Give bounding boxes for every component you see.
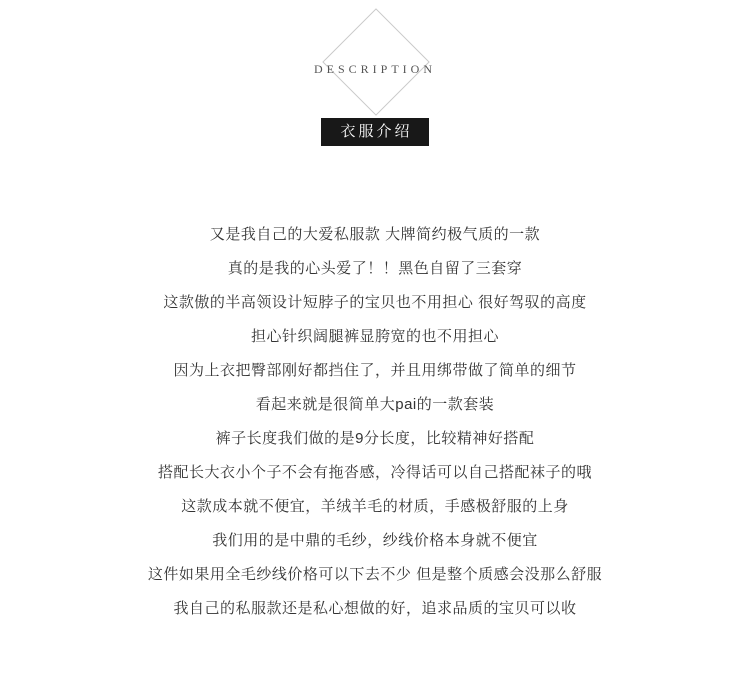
description-line: 这款成本就不便宜，羊绒羊毛的材质，手感极舒服的上身 [181,498,569,515]
description-line: 我们用的是中鼎的毛纱，纱线价格本身就不便宜 [212,532,538,549]
description-line: 这件如果用全毛纱线价格可以下去不少 但是整个质感会没那么舒服 [147,566,603,583]
eyebrow-title: DESCRIPTION [313,62,436,76]
section-label: 衣服介绍 [321,118,428,146]
description-line: 又是我自己的大爱私服款 大牌简约极气质的一款 [209,226,541,243]
description-line: 搭配长大衣小个子不会有拖沓感，冷得话可以自己搭配袜子的哦 [157,464,592,481]
diamond-header [0,8,750,128]
description-line: 担心针织阔腿裤显胯宽的也不用担心 [250,328,499,345]
description-body [0,218,750,626]
description-line: 因为上衣把臀部刚好都挡住了，并且用绑带做了简单的细节 [173,362,577,379]
description-line: 这款傲的半高领设计短脖子的宝贝也不用担心 很好驾驭的高度 [163,294,587,311]
description-line: 裤子长度我们做的是9分长度，比较精神好搭配 [215,430,535,447]
description-line: 我自己的私服款还是私心想做的好，追求品质的宝贝可以收 [173,600,577,617]
description-line: 看起来就是很简单大pai的一款套装 [255,396,495,413]
section-label-row [0,118,750,146]
description-line: 真的是我的心头爱了！！黑色自留了三套穿 [227,260,523,277]
